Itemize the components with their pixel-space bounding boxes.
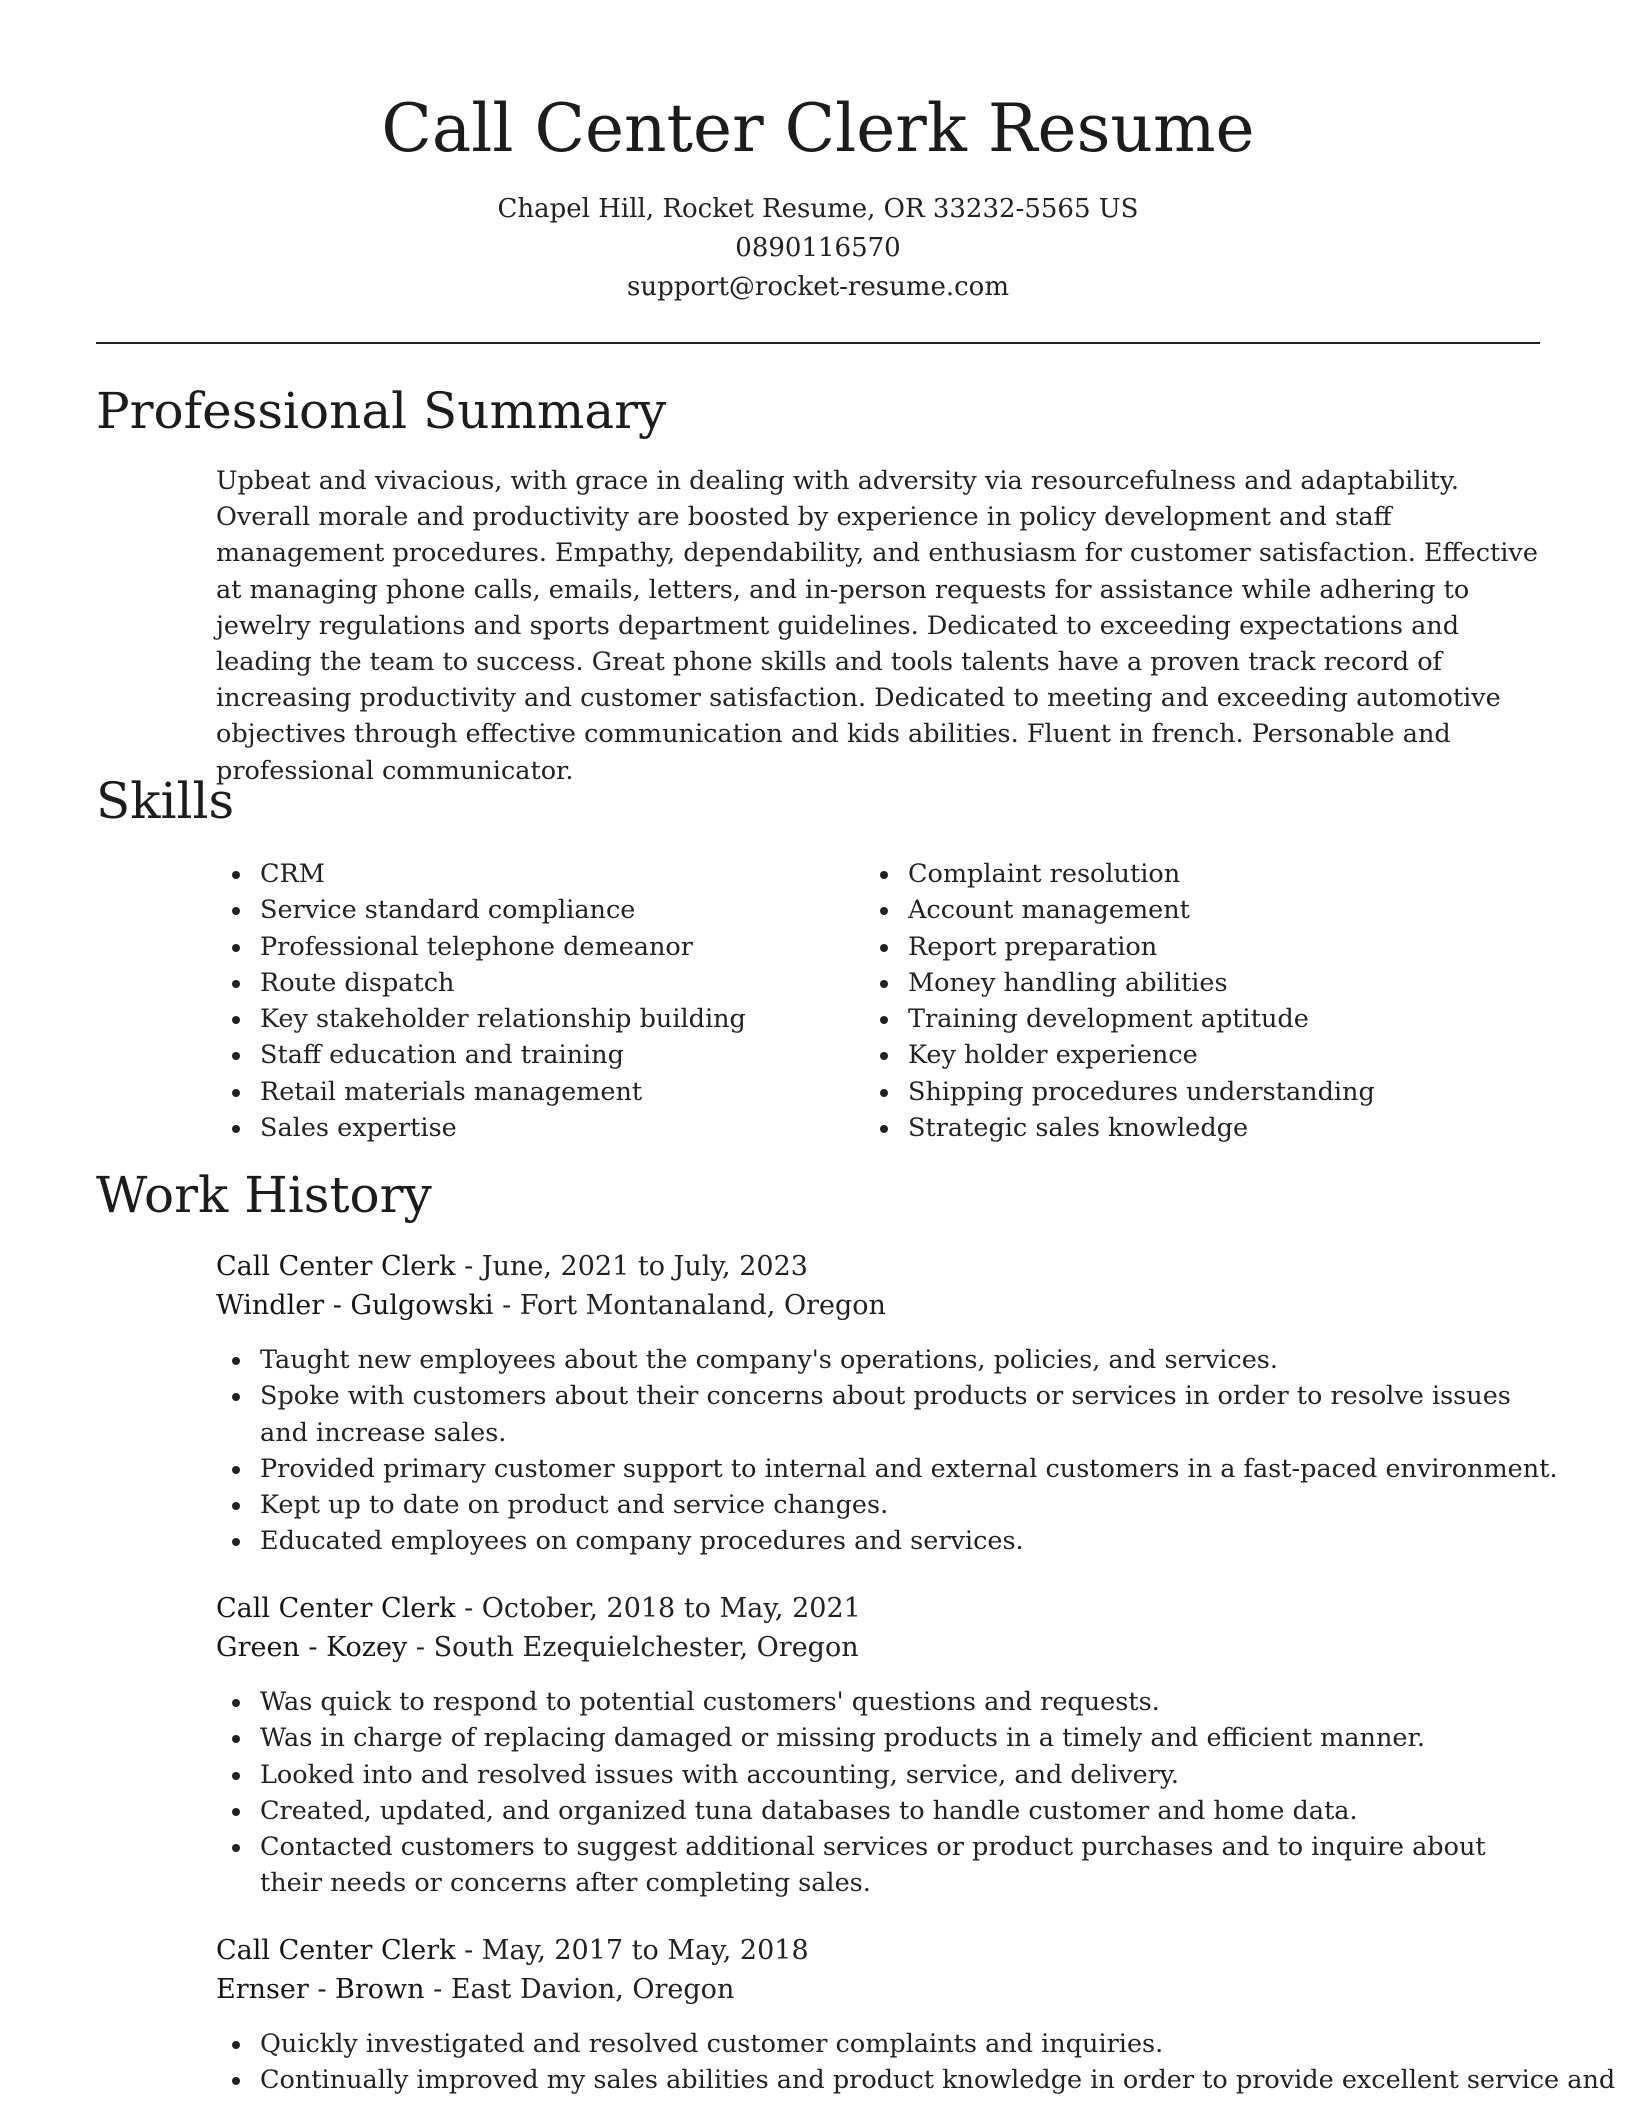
- job-dates: June, 2021 to July, 2023: [481, 1251, 808, 1282]
- job-title-line: Call Center Clerk - May, 2017 to May, 2018: [216, 1935, 809, 1966]
- resume-title: Call Center Clerk Resume: [381, 90, 1255, 167]
- skill-item: Money handling abilities: [908, 965, 1375, 1001]
- job-dates: October, 2018 to May, 2021: [481, 1593, 861, 1624]
- job-title: Call Center Clerk: [216, 1251, 456, 1282]
- header-divider: [96, 342, 1540, 344]
- job-company-line: Ernser - Brown - East Davion, Oregon: [216, 1974, 735, 2005]
- job-bullet: Contacted customers to suggest additional services or product purchases and to inquire about their needs or concerns after completing sales.: [260, 1829, 1550, 1902]
- job-bullet: Created, updated, and organized tuna databases to handle customer and home data.: [260, 1793, 1550, 1829]
- skill-item: Professional telephone demeanor: [260, 929, 746, 965]
- job-bullet: Was quick to respond to potential customers' questions and requests.: [260, 1684, 1550, 1720]
- job-location: East Davion, Oregon: [450, 1974, 735, 2005]
- job-title-line: Call Center Clerk - June, 2021 to July, 2023: [216, 1251, 808, 1282]
- skill-item: Key stakeholder relationship building: [260, 1001, 746, 1037]
- job-dates: May, 2017 to May, 2018: [481, 1935, 809, 1966]
- skill-item: Retail materials management: [260, 1074, 746, 1110]
- job-bullet: Continually improved my sales abilities and product knowledge in order to provide excellent service and: [260, 2062, 1550, 2098]
- skill-item: Account management: [908, 892, 1375, 928]
- summary-text: Upbeat and vivacious, with grace in dealing with adversity via resourcefulness and adaptability. Overall morale and productivity are boosted by experience in policy development and staff management procedures. Empathy, dependability, and enthusiasm for customer satisfaction. Effective at managing phone calls, emails, letters, and in-person requests for assistance while adhering to jewelry regulations and sports department guidelines. Dedicated to exceeding expectations and leading the team to success. Great phone skills and tools talents have a proven track record of increasing productivity and customer satisfaction. Dedicated to meeting and exceeding automotive objectives through effective communication and kids abilities. Fluent in french. Personable and professional communicator.: [216, 466, 1538, 786]
- skill-item: Route dispatch: [260, 965, 746, 1001]
- job-bullet: Quickly investigated and resolved customer complaints and inquiries.: [260, 2026, 1550, 2062]
- skill-item: Staff education and training: [260, 1037, 746, 1073]
- skill-item: Key holder experience: [908, 1037, 1375, 1073]
- skill-item: Training development aptitude: [908, 1001, 1375, 1037]
- skills-list-left: [260, 856, 746, 1146]
- job-bullet: Provided primary customer support to internal and external customers in a fast-paced environment.: [260, 1451, 1550, 1487]
- job-company: Windler - Gulgowski: [216, 1290, 494, 1321]
- job-company-line: Green - Kozey - South Ezequielchester, Oregon: [216, 1632, 859, 1663]
- skill-item: Report preparation: [908, 929, 1375, 965]
- skill-item: Service standard compliance: [260, 892, 746, 928]
- skill-item: Sales expertise: [260, 1110, 746, 1146]
- job-bullets: [260, 2026, 1616, 2099]
- skills-list-right: [908, 856, 1375, 1146]
- job-bullet: Looked into and resolved issues with accounting, service, and delivery.: [260, 1757, 1550, 1793]
- job-company: Ernser - Brown: [216, 1974, 425, 2005]
- skill-item: CRM: [260, 856, 746, 892]
- work-history-heading: Work History: [96, 1166, 432, 1224]
- job-company: Green - Kozey: [216, 1632, 408, 1663]
- skill-item: Shipping procedures understanding: [908, 1074, 1375, 1110]
- job-title: Call Center Clerk: [216, 1593, 456, 1624]
- job-bullets: [260, 1342, 1558, 1560]
- job-bullet: Educated employees on company procedures and services.: [260, 1523, 1550, 1559]
- contact-phone: 0890116570: [735, 233, 901, 263]
- job-company-line: Windler - Gulgowski - Fort Montanaland, Oregon: [216, 1290, 886, 1321]
- skills-heading: Skills: [96, 772, 235, 830]
- job-location: Fort Montanaland, Oregon: [519, 1290, 886, 1321]
- job-bullet: Taught new employees about the company's operations, policies, and services.: [260, 1342, 1550, 1378]
- job-title: Call Center Clerk: [216, 1935, 456, 1966]
- skill-item: Strategic sales knowledge: [908, 1110, 1375, 1146]
- summary-heading: Professional Summary: [96, 382, 667, 440]
- job-title-line: Call Center Clerk - October, 2018 to May, 2021: [216, 1593, 861, 1624]
- job-location: South Ezequielchester, Oregon: [433, 1632, 859, 1663]
- contact-address: Chapel Hill, Rocket Resume, OR 33232-5565 US: [497, 194, 1139, 224]
- job-bullets: [260, 1684, 1550, 1902]
- job-bullet: Kept up to date on product and service changes.: [260, 1487, 1550, 1523]
- skill-item: Complaint resolution: [908, 856, 1375, 892]
- job-bullet: Spoke with customers about their concerns about products or services in order to resolve issues and increase sales.: [260, 1378, 1550, 1451]
- contact-block: [96, 190, 1540, 307]
- job-bullet: Was in charge of replacing damaged or missing products in a timely and efficient manner.: [260, 1720, 1550, 1756]
- contact-email: support@rocket-resume.com: [626, 272, 1009, 302]
